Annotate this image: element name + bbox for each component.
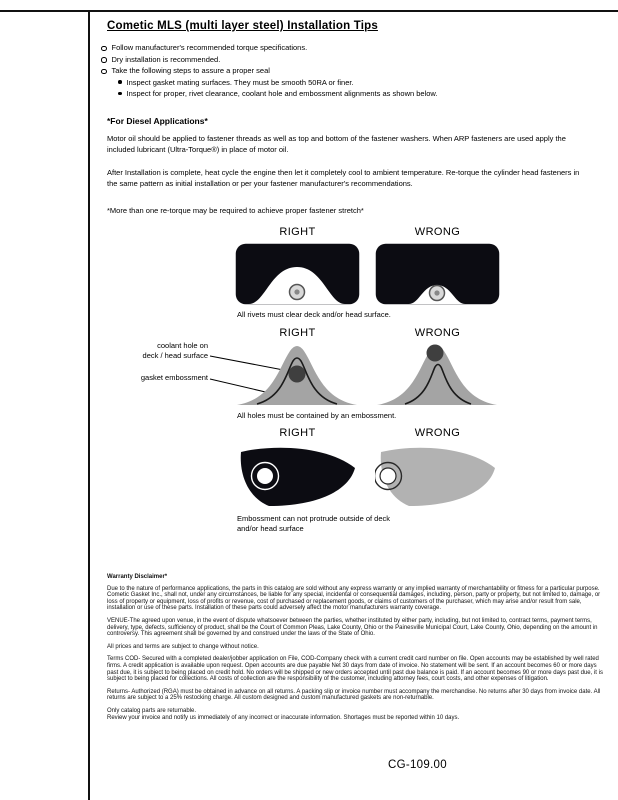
row2-right-label: RIGHT [279,327,316,339]
legal-paragraph: VENUE-The agreed upon venue, in the event of dispute whatsoever between the parties, whether instituted by either party, including, but not limited to, contract terms, payment terms, delivery, type, defects, sufficiency of product, shall be the Court of Common Pleas, Lake County, Ohio or the Painesville Municipal Court, Lake County, Ohio, depending on the amount in controversy. This agreement shall be governed by and construed under the laws of the State of Ohio. [107,617,598,638]
tip-item [101,65,581,77]
sub-tip-text: Inspect gasket mating surfaces. They must be smooth 50RA or finer. [126,77,354,87]
sub-tip-text: Inspect for proper, rivet clearance, coolant hole and embossment alignments as shown below. [126,89,438,98]
diesel-paragraph-2: After Installation is complete, heat cycle the engine then let it completely cool to ambient temperature. Re-torque the cylinder head fasteners in the same pattern as initial installation or per your fastener manufacturer's recommendations. [107,168,580,188]
legal-paragraph: Due to the nature of performance applications, the parts in this catalog are sold without any express warranty or any implied warranty of merchantability or fitness for a particular purpose. Cometic Gasket Inc., shall not, under any circumstances, be liable for any special, incidental or consequential damages, including, person, party or property, but not limited to, damage, or loss of property or equipment, loss of profits or revenue, cost of purchased or replacement goods, or claims of customers of the purchaser, which may arise and/or result from sale, installation or use of these parts. Installation of these parts could adversely affect the motor manufacturers warranty coverage. [107,585,601,612]
solid-bullet-icon [118,92,122,96]
row1-caption: All rivets must clear deck and/or head surface. [237,310,391,319]
legal-paragraph: Terms COD- Secured with a completed dealer/jobber application on File, COD-Company check with a current credit card number on file. Open accounts may be established by well rated firms. A credit application is available upon request. Open accounts are due payable Net 30 days from date of invoice. No statement will be sent. If an account becomes 60 or more days past due, it is subject to being placed on credit hold. No orders will be shipped or new orders accepted until past due balance is paid. If an account becomes 90 or more days past due, it is subject to being placed for collections. All costs of collection are the responsibility of the customer, including attorney fees, court costs, and other expenses of litigation. [107,656,603,683]
row1-wrong-label: WRONG [414,226,461,238]
row3-caption [237,514,390,533]
rivet-clearance-wrong-diagram [375,243,500,310]
annotation-text: coolant hole on [157,341,208,350]
annotation-text: gasket embossment [140,373,208,382]
hollow-bullet-icon [101,57,107,63]
diesel-applications-heading: *For Diesel Applications* [107,116,208,126]
gasket-embossment-annotation [100,373,208,383]
sub-tip-item [118,77,581,89]
page-title: Cometic MLS (multi layer steel) Installation Tips [107,20,378,32]
embossment-wrong-diagram [375,442,500,515]
coolant-hole-wrong-diagram [375,341,500,411]
hollow-bullet-icon [101,69,107,75]
warranty-disclaimer-heading: Warranty Disclaimer* [107,574,168,580]
row3-right-label: RIGHT [279,427,316,439]
annotation-text: deck / head surface [142,351,208,360]
caption-line: and/or head surface [237,523,304,533]
legal-paragraph: Only catalog parts are returnable. [107,707,197,714]
sub-tip-item [118,88,581,100]
tips-list [101,42,581,100]
solid-bullet-icon [118,80,122,84]
top-border-rule [0,10,618,12]
retorque-note: *More than one re-torque may be required to achieve proper fastener stretch* [107,206,364,215]
legal-paragraph: All prices and terms are subject to change without notice. [107,643,259,650]
legal-fine-print [107,574,607,727]
tip-item [101,54,581,66]
row1-right-label: RIGHT [279,226,316,238]
row3-wrong-label: WRONG [414,427,461,439]
tip-text: Take the following steps to assure a proper seal [111,66,270,75]
hollow-bullet-icon [101,46,107,52]
coolant-hole-annotation [100,341,208,361]
left-border-rule [88,10,90,800]
tip-item [101,42,581,54]
legal-paragraph: Review your invoice and notify us immediately of any incorrect or inaccurate information. Shortages must be reported within 10 days. [107,714,460,721]
coolant-hole-right-diagram [235,341,360,411]
row2-caption: All holes must be contained by an embossment. [237,411,397,420]
tip-text: Dry installation is recommended. [111,54,221,64]
legal-paragraph: Returns- Authorized (RGA) must be obtained in advance on all returns. A packing slip or invoice number must accompany the merchandise. No returns after 30 days from invoice date. All returns are subject to a 25% restocking charge. All custom designed and custom manufactured gaskets are non-returnable. [107,688,601,702]
document-code: CG-109.00 [388,759,447,771]
row2-wrong-label: WRONG [414,327,461,339]
embossment-right-diagram [235,442,360,515]
diesel-paragraph-1: Motor oil should be applied to fastener threads as well as top and bottom of the fastener washers. When ARP fasteners are used apply the included lubricant (Ultra-Torque®) in place of motor oil. [107,134,566,154]
caption-line: Embossment can not protrude outside of deck [237,514,391,523]
tip-text: Follow manufacturer's recommended torque specifications. [111,43,308,52]
rivet-clearance-right-diagram [235,243,360,310]
